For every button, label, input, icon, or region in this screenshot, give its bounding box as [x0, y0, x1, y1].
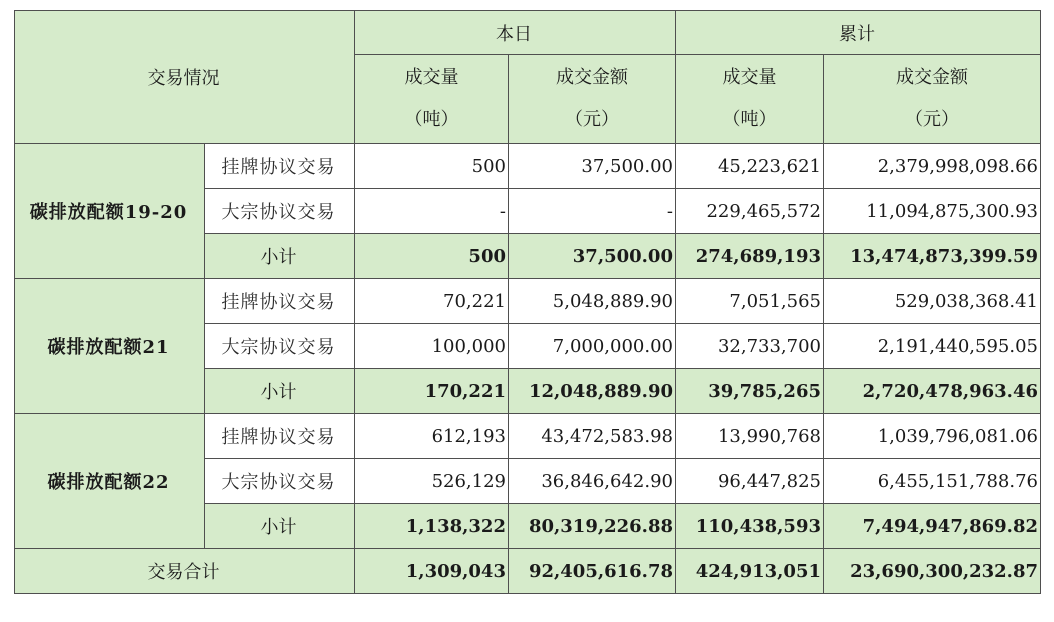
today-volume: 526,129 — [355, 459, 509, 504]
trading-summary-table — [14, 10, 1041, 594]
cum-volume: 274,689,193 — [676, 234, 824, 279]
table-row — [15, 144, 1041, 189]
total-today-volume: 1,309,043 — [355, 549, 509, 594]
today-amount: 12,048,889.90 — [509, 369, 676, 414]
cum-volume: 229,465,572 — [676, 189, 824, 234]
today-amount: 7,000,000.00 — [509, 324, 676, 369]
cum-amount: 2,379,998,098.66 — [824, 144, 1041, 189]
cum-amount: 13,474,873,399.59 — [824, 234, 1041, 279]
cum-amount: 11,094,875,300.93 — [824, 189, 1041, 234]
today-amount: - — [509, 189, 676, 234]
today-amount: 43,472,583.98 — [509, 414, 676, 459]
today-volume: 170,221 — [355, 369, 509, 414]
today-amount: 80,319,226.88 — [509, 504, 676, 549]
header-today-volume — [355, 55, 509, 144]
total-cum-volume: 424,913,051 — [676, 549, 824, 594]
header-trade-situation: 交易情况 — [15, 11, 355, 144]
today-volume: 1,138,322 — [355, 504, 509, 549]
header-today-volume-label: 成交量 — [404, 67, 459, 88]
today-volume: 612,193 — [355, 414, 509, 459]
total-row — [15, 549, 1041, 594]
table-row — [15, 414, 1041, 459]
cum-volume: 39,785,265 — [676, 369, 824, 414]
cum-amount: 2,191,440,595.05 — [824, 324, 1041, 369]
today-volume: 500 — [355, 234, 509, 279]
trade-type: 挂牌协议交易 — [205, 144, 355, 189]
group-name: 碳排放配额19-20 — [15, 144, 205, 279]
cum-amount: 529,038,368.41 — [824, 279, 1041, 324]
header-cum-volume-label: 成交量 — [722, 67, 777, 88]
cum-volume: 13,990,768 — [676, 414, 824, 459]
trade-type: 大宗协议交易 — [205, 324, 355, 369]
header-cum-volume — [676, 55, 824, 144]
trade-type: 大宗协议交易 — [205, 459, 355, 504]
header-cum-amount-unit: （元） — [905, 109, 959, 130]
today-amount: 37,500.00 — [509, 234, 676, 279]
total-cum-amount: 23,690,300,232.87 — [824, 549, 1041, 594]
cum-amount: 7,494,947,869.82 — [824, 504, 1041, 549]
trade-type: 挂牌协议交易 — [205, 414, 355, 459]
cum-amount: 1,039,796,081.06 — [824, 414, 1041, 459]
subtotal-label: 小计 — [205, 504, 355, 549]
cum-volume: 45,223,621 — [676, 144, 824, 189]
header-cum-amount — [824, 55, 1041, 144]
today-volume: 70,221 — [355, 279, 509, 324]
cum-volume: 110,438,593 — [676, 504, 824, 549]
cum-amount: 2,720,478,963.46 — [824, 369, 1041, 414]
today-amount: 5,048,889.90 — [509, 279, 676, 324]
header-today-amount — [509, 55, 676, 144]
total-label: 交易合计 — [15, 549, 355, 594]
today-volume: - — [355, 189, 509, 234]
today-volume: 100,000 — [355, 324, 509, 369]
cum-amount: 6,455,151,788.76 — [824, 459, 1041, 504]
today-volume: 500 — [355, 144, 509, 189]
group-name: 碳排放配额22 — [15, 414, 205, 549]
header-cum-amount-label: 成交金额 — [896, 67, 968, 88]
header-cum-volume-unit: （吨） — [722, 109, 777, 130]
header-cumulative: 累计 — [676, 11, 1041, 55]
table-row — [15, 279, 1041, 324]
today-amount: 36,846,642.90 — [509, 459, 676, 504]
subtotal-label: 小计 — [205, 369, 355, 414]
trade-type: 挂牌协议交易 — [205, 279, 355, 324]
today-amount: 37,500.00 — [509, 144, 676, 189]
group-name: 碳排放配额21 — [15, 279, 205, 414]
header-today-amount-label: 成交金额 — [556, 67, 628, 88]
subtotal-label: 小计 — [205, 234, 355, 279]
cum-volume: 32,733,700 — [676, 324, 824, 369]
header-today-volume-unit: （吨） — [404, 109, 459, 130]
cum-volume: 7,051,565 — [676, 279, 824, 324]
cum-volume: 96,447,825 — [676, 459, 824, 504]
header-today-amount-unit: （元） — [565, 109, 619, 130]
header-today: 本日 — [355, 11, 676, 55]
trade-type: 大宗协议交易 — [205, 189, 355, 234]
total-today-amount: 92,405,616.78 — [509, 549, 676, 594]
